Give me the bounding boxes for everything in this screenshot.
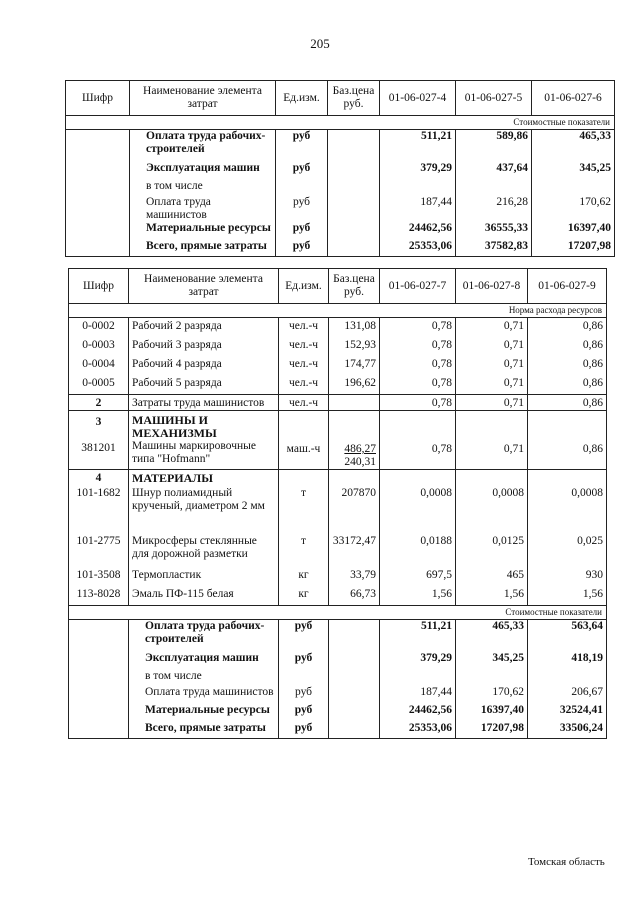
header-code: Шифр	[66, 81, 130, 116]
row-name: Оплата труда машинистов	[130, 196, 276, 222]
row-value: 24462,56	[380, 222, 456, 240]
row-value: 418,19	[528, 652, 607, 670]
row-value	[380, 411, 456, 470]
row-unit: кг	[279, 586, 329, 606]
row-value: 0,71	[456, 395, 528, 411]
row-value: 511,21	[380, 130, 456, 163]
row-code	[69, 704, 129, 722]
row-code	[66, 180, 130, 196]
row-name: Микросферы стеклянные для дорожной разметки	[129, 533, 279, 567]
row-value: 1,56	[456, 586, 528, 606]
value-text: 0,71	[503, 443, 524, 455]
row-price	[328, 130, 380, 163]
machine-unit-cell	[279, 411, 329, 470]
row-name: Эмаль ПФ-115 белая	[129, 586, 279, 606]
row-value: 0,86	[528, 395, 607, 411]
material-row	[69, 485, 607, 533]
row-value: 465,33	[456, 620, 528, 653]
row-code	[66, 196, 130, 222]
row-code: 0-0002	[69, 318, 129, 338]
materials-title: МАТЕРИАЛЫ	[129, 470, 279, 486]
row-unit: чел.-ч	[279, 375, 329, 395]
row-price	[328, 196, 380, 222]
summary-row	[66, 162, 615, 180]
row-value: 511,21	[380, 620, 456, 653]
row-value: 17207,98	[532, 240, 615, 257]
row-unit: чел.-ч	[279, 395, 329, 411]
row-price: 131,08	[329, 318, 380, 338]
summary-row	[66, 196, 615, 222]
row-name: Шнур полиамидный крученый, диаметром 2 мм	[129, 485, 279, 533]
row-name: Термопластик	[129, 567, 279, 586]
row-price	[328, 222, 380, 240]
row-value: 379,29	[380, 652, 456, 670]
table-header	[69, 269, 607, 304]
row-value	[456, 670, 528, 686]
header-name: Наименование элемента затрат	[130, 81, 276, 116]
row-name: Материальные ресурсы	[130, 222, 276, 240]
row-code	[66, 240, 130, 257]
row-value: 0,78	[380, 318, 456, 338]
row-name: Рабочий 5 разряда	[129, 375, 279, 395]
row-price	[329, 722, 380, 739]
row-value	[456, 411, 528, 470]
row-value	[532, 180, 615, 196]
row-price	[329, 686, 380, 704]
header-price: Баз.цена руб.	[329, 269, 380, 304]
row-unit: т	[279, 485, 329, 533]
row-code	[69, 652, 129, 670]
row-code	[69, 670, 129, 686]
row-name: Рабочий 4 разряда	[129, 356, 279, 375]
summary-row	[69, 704, 607, 722]
row-code	[69, 620, 129, 653]
row-price: 152,93	[329, 337, 380, 356]
header-code: Шифр	[69, 269, 129, 304]
header-name: Наименование элемента затрат	[129, 269, 279, 304]
summary-row	[66, 130, 615, 163]
row-price	[328, 240, 380, 257]
row-value: 25353,06	[380, 240, 456, 257]
material-row	[69, 533, 607, 567]
row-value: 0,0188	[380, 533, 456, 567]
footer-region: Томская область	[528, 856, 605, 868]
row-value: 0,0008	[456, 485, 528, 533]
row-name: в том числе	[130, 180, 276, 196]
row-code	[66, 222, 130, 240]
row-value: 216,28	[456, 196, 532, 222]
row-code: 101-2775	[69, 533, 129, 567]
row-price	[329, 620, 380, 653]
value-text: 0,86	[582, 443, 603, 455]
row-value: 0,78	[380, 356, 456, 375]
row-value: 437,64	[456, 162, 532, 180]
subheader-norm: Норма расхода ресурсов	[69, 304, 607, 318]
row-value: 36555,33	[456, 222, 532, 240]
row-value	[456, 180, 532, 196]
header-col-1: 01-06-027-4	[380, 81, 456, 116]
summary-row	[69, 652, 607, 670]
row-value: 345,25	[456, 652, 528, 670]
row-value: 0,86	[528, 356, 607, 375]
row-price	[328, 162, 380, 180]
row-price: 174,77	[329, 356, 380, 375]
header-unit: Ед.изм.	[276, 81, 328, 116]
row-unit: руб	[276, 240, 328, 257]
row-unit: т	[279, 533, 329, 567]
row-code	[66, 130, 130, 163]
row-price	[328, 180, 380, 196]
row-price: 196,62	[329, 375, 380, 395]
row-name: Всего, прямые затраты	[130, 240, 276, 257]
row-price	[329, 704, 380, 722]
row-unit: кг	[279, 567, 329, 586]
row-unit: чел.-ч	[279, 318, 329, 338]
page-number: 205	[310, 36, 330, 51]
row-code	[69, 686, 129, 704]
row-value: 1,56	[528, 586, 607, 606]
row-value: 206,67	[528, 686, 607, 704]
operators-row	[69, 395, 607, 411]
row-price	[329, 670, 380, 686]
section-code	[69, 411, 129, 470]
row-value: 0,71	[456, 318, 528, 338]
materials-code: 4	[69, 470, 129, 486]
row-value: 25353,06	[380, 722, 456, 739]
header-unit: Ед.изм.	[279, 269, 329, 304]
row-value: 589,86	[456, 130, 532, 163]
row-unit: руб	[276, 222, 328, 240]
worker-row	[69, 356, 607, 375]
row-name: Эксплуатация машин	[130, 162, 276, 180]
summary-row	[69, 620, 607, 653]
row-unit	[279, 670, 329, 686]
row-value: 17207,98	[456, 722, 528, 739]
row-price	[329, 395, 380, 411]
machine-unit: маш.-ч	[286, 443, 321, 455]
row-value: 16397,40	[456, 704, 528, 722]
row-price: 207870	[329, 485, 380, 533]
summary-row	[69, 722, 607, 739]
row-value: 0,71	[456, 337, 528, 356]
row-value: 0,71	[456, 356, 528, 375]
row-unit: чел.-ч	[279, 337, 329, 356]
row-value: 170,62	[532, 196, 615, 222]
table-header	[66, 81, 615, 116]
row-name: Рабочий 2 разряда	[129, 318, 279, 338]
row-price	[329, 652, 380, 670]
row-code: 101-3508	[69, 567, 129, 586]
row-name: Материальные ресурсы	[129, 704, 279, 722]
subheader-cost: Стоимостные показатели	[69, 606, 607, 620]
material-row	[69, 586, 607, 606]
row-value: 465,33	[532, 130, 615, 163]
row-price: 33,79	[329, 567, 380, 586]
row-value: 697,5	[380, 567, 456, 586]
row-value: 0,71	[456, 375, 528, 395]
row-value: 0,0008	[380, 485, 456, 533]
materials-section-header	[69, 470, 607, 486]
row-unit: руб	[279, 722, 329, 739]
row-value: 465	[456, 567, 528, 586]
row-value	[528, 411, 607, 470]
value-text: 0,78	[431, 443, 452, 455]
row-value: 24462,56	[380, 704, 456, 722]
row-value	[528, 670, 607, 686]
row-value: 16397,40	[532, 222, 615, 240]
row-name: Оплата труда рабочих-строителей	[129, 620, 279, 653]
row-name: Рабочий 3 разряда	[129, 337, 279, 356]
row-code: 0-0005	[69, 375, 129, 395]
row-value: 345,25	[532, 162, 615, 180]
row-unit: чел.-ч	[279, 356, 329, 375]
row-name: Оплата труда рабочих-строителей	[130, 130, 276, 163]
row-value: 0,86	[528, 337, 607, 356]
row-value: 0,78	[380, 375, 456, 395]
row-value: 0,0008	[528, 485, 607, 533]
header-col-1: 01-06-027-7	[380, 269, 456, 304]
header-col-3: 01-06-027-6	[532, 81, 615, 116]
machine-name: Машины маркировочные типа "Hofmann"	[132, 440, 256, 465]
row-name: Эксплуатация машин	[129, 652, 279, 670]
row-value: 0,0125	[456, 533, 528, 567]
worker-row	[69, 318, 607, 338]
row-value: 187,44	[380, 686, 456, 704]
row-value: 187,44	[380, 196, 456, 222]
row-value: 32524,41	[528, 704, 607, 722]
machines-code: 3	[95, 416, 102, 428]
machine-code: 381201	[81, 442, 116, 454]
row-value: 0,78	[380, 337, 456, 356]
row-value: 0,86	[528, 375, 607, 395]
row-value: 563,64	[528, 620, 607, 653]
row-unit: руб	[276, 130, 328, 163]
row-name: в том числе	[129, 670, 279, 686]
row-code: 0-0003	[69, 337, 129, 356]
summary-row	[66, 240, 615, 257]
material-row	[69, 567, 607, 586]
section-name	[129, 411, 279, 470]
row-value: 1,56	[380, 586, 456, 606]
row-name: Оплата труда машинистов	[129, 686, 279, 704]
row-value: 0,86	[528, 318, 607, 338]
machines-section	[69, 411, 607, 470]
machine-price-2: 240,31	[344, 456, 376, 468]
row-name: Затраты труда машинистов	[129, 395, 279, 411]
subheader-cost: Стоимостные показатели	[66, 116, 615, 130]
row-unit: руб	[279, 620, 329, 653]
row-name: Всего, прямые затраты	[129, 722, 279, 739]
machines-title: МАШИНЫ И МЕХАНИЗМЫ	[132, 413, 217, 440]
summary-row	[69, 670, 607, 686]
row-value: 379,29	[380, 162, 456, 180]
row-unit: руб	[276, 162, 328, 180]
cost-table-1	[65, 80, 615, 257]
worker-row	[69, 337, 607, 356]
header-price: Баз.цена руб.	[328, 81, 380, 116]
row-value: 33506,24	[528, 722, 607, 739]
header-col-3: 01-06-027-9	[528, 269, 607, 304]
cost-table-2	[68, 268, 607, 739]
row-value: 930	[528, 567, 607, 586]
summary-row	[69, 686, 607, 704]
machine-price-cell	[329, 411, 380, 470]
row-value	[380, 180, 456, 196]
row-code: 2	[69, 395, 129, 411]
row-unit: руб	[276, 196, 328, 222]
row-unit: руб	[279, 652, 329, 670]
row-value	[380, 670, 456, 686]
row-unit	[276, 180, 328, 196]
row-value: 0,78	[380, 395, 456, 411]
row-price: 33172,47	[329, 533, 380, 567]
row-unit: руб	[279, 704, 329, 722]
row-code	[66, 162, 130, 180]
row-code: 113-8028	[69, 586, 129, 606]
row-value: 37582,83	[456, 240, 532, 257]
row-code: 0-0004	[69, 356, 129, 375]
row-value: 0,025	[528, 533, 607, 567]
row-unit: руб	[279, 686, 329, 704]
header-col-2: 01-06-027-8	[456, 269, 528, 304]
machine-price-1: 486,27	[344, 443, 376, 455]
header-col-2: 01-06-027-5	[456, 81, 532, 116]
summary-row	[66, 180, 615, 196]
row-code	[69, 722, 129, 739]
row-value: 170,62	[456, 686, 528, 704]
worker-row	[69, 375, 607, 395]
row-price: 66,73	[329, 586, 380, 606]
summary-row	[66, 222, 615, 240]
row-code: 101-1682	[69, 485, 129, 533]
